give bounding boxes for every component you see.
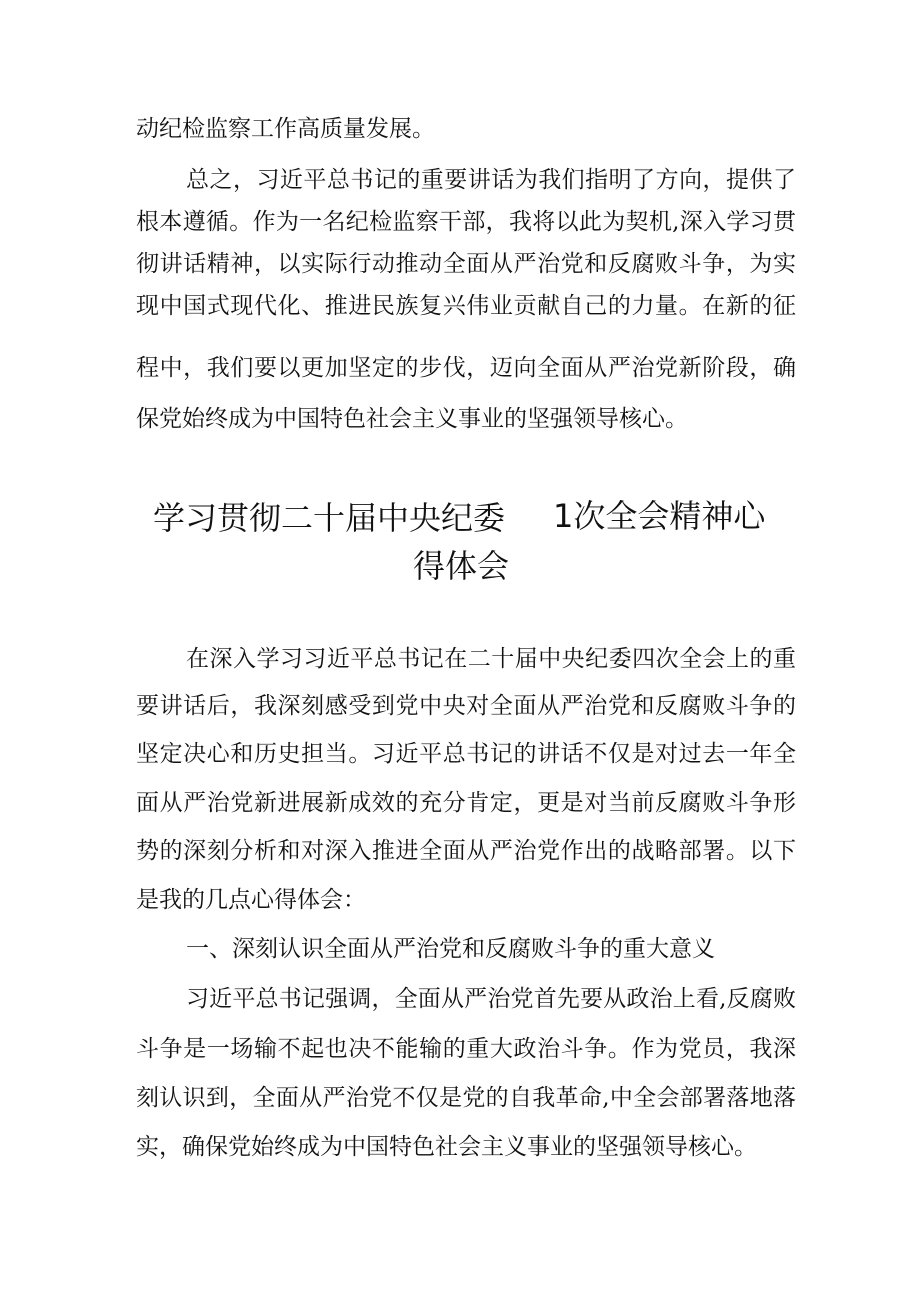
conclusion-line: 彻讲话精神，以实际行动推动全面从严治党和反腐败斗争，为实 [136, 251, 796, 277]
section-line: 习近平总书记强调，全面从严治党首先要从政治上看,反腐败 [186, 986, 796, 1012]
intro-line: 是我的几点心得体会： [136, 887, 366, 913]
conclusion-line: 现中国式现代化、推进民族复兴伟业贡献自己的力量。在新的征 [136, 293, 796, 319]
conclusion-line: 总之，习近平总书记的重要讲话为我们指明了方向，提供了 [186, 167, 796, 193]
intro-line: 势的深刻分析和对深入推进全面从严治党作出的战略部署。以下 [136, 838, 796, 864]
conclusion-line: 程中，我们要以更加坚定的步伐，迈向全面从严治党新阶段，确 [136, 355, 796, 381]
section-line: 实，确保党始终成为中国特色社会主义事业的坚强领导核心。 [136, 1134, 757, 1160]
article-title-part1: 学习贯彻二十届中央纪委 [153, 499, 506, 537]
intro-line: 坚定决心和历史担当。习近平总书记的讲话不仅是对过去一年全 [136, 741, 796, 767]
article-title-part3: 得体会 [413, 547, 510, 585]
continuation-line: 动纪检监察工作高质量发展。 [136, 116, 435, 142]
conclusion-line: 保党始终成为中国特色社会主义事业的坚强领导核心。 [136, 406, 688, 432]
intro-line: 面从严治党新进展新成效的充分肯定，更是对当前反腐败斗争形 [136, 790, 796, 816]
section-line: 刻认识到，全面从严治党不仅是党的自我革命,中全会部署落地落 [136, 1085, 796, 1111]
intro-line: 在深入学习习近平总书记在二十届中央纪委四次全会上的重 [186, 646, 796, 672]
conclusion-line: 根本遵循。作为一名纪检监察干部，我将以此为契机,深入学习贯 [136, 209, 796, 235]
section-heading: 一、深刻认识全面从严治党和反腐败斗争的重大意义 [186, 936, 715, 962]
section-line: 斗争是一场输不起也决不能输的重大政治斗争。作为党员，我深 [136, 1036, 796, 1062]
intro-line: 要讲话后，我深刻感受到党中央对全面从严治党和反腐败斗争的 [136, 693, 796, 719]
article-title-part2: 1次全会精神心 [553, 497, 766, 535]
